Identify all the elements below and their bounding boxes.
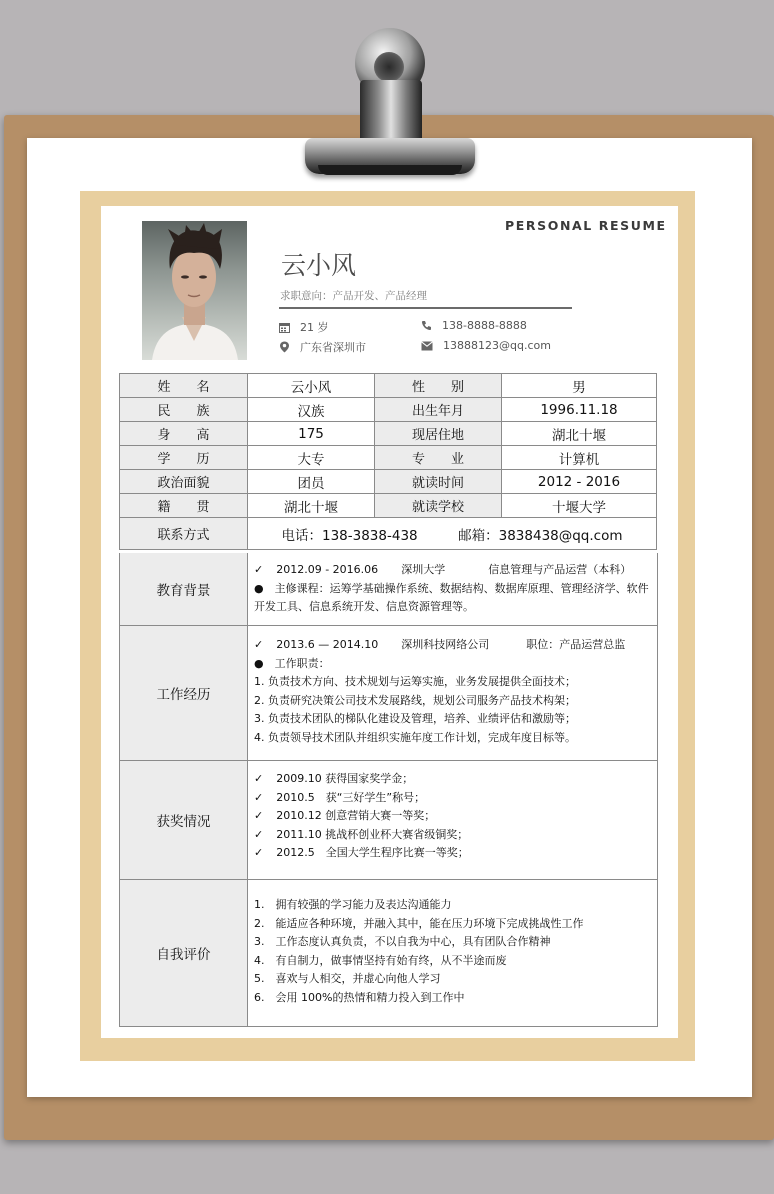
work-line xyxy=(254,636,651,655)
work-body xyxy=(248,626,657,760)
work-duty: 3. 负责技术团队的梯队化建设及管理，培养、业绩评估和激励等； xyxy=(254,712,576,725)
work-duty: 4. 负责领导技术团队并组织实施年度工作计划，完成年度目标等。 xyxy=(254,730,576,744)
value-cell: 175 xyxy=(248,422,375,446)
self-item: 6. 会用 100%的热情和精力投入到工作中 xyxy=(254,990,465,1004)
self-item: 4. 有自制力，做事情坚持有始有终，从不半途而废 xyxy=(254,953,507,967)
bullet-icon: ● xyxy=(254,656,264,670)
label-cell: 民 族 xyxy=(120,398,248,422)
education-label: 教育背景 xyxy=(120,553,248,625)
education-courses: 主修课程：运筹学基础操作系统、数据结构、数据库原理、管理经济学、软件 xyxy=(274,581,649,595)
contact-row xyxy=(120,518,657,550)
value-cell: 大专 xyxy=(248,446,375,470)
value-cell: 湖北十堰 xyxy=(502,422,657,446)
check-icon: ✓ xyxy=(254,809,264,822)
candidate-name: 云小风 xyxy=(281,251,357,280)
label-cell: 姓 名 xyxy=(120,374,248,398)
award-item xyxy=(254,770,651,789)
award-text: 2010.12 创意营销大赛一等奖； xyxy=(276,809,436,822)
phone-icon xyxy=(421,320,432,331)
age-info xyxy=(279,319,329,335)
label-cell: 学 历 xyxy=(120,446,248,470)
label-cell: 专 业 xyxy=(375,446,502,470)
award-text: 2011.10 挑战杯创业杯大赛省级铜奖； xyxy=(276,827,469,841)
education-line xyxy=(254,580,651,599)
label-cell: 政治面貌 xyxy=(120,470,248,494)
label-cell: 就读时间 xyxy=(375,470,502,494)
award-text: 2009.10 获得国家奖学金； xyxy=(276,772,414,785)
education-section xyxy=(119,553,658,626)
self-item: 2. 能适应各种环境，并融入其中，能在压力环境下完成挑战性工作 xyxy=(254,916,584,930)
value-cell: 湖北十堰 xyxy=(248,494,375,518)
work-position: 职位：产品运营总监 xyxy=(526,638,626,651)
work-duty-title: 工作职责： xyxy=(274,656,330,670)
awards-section xyxy=(119,761,658,880)
check-icon: ✓ xyxy=(254,790,264,804)
check-icon: ✓ xyxy=(254,563,264,576)
education-courses-cont: 开发工具、信息系统开发、信息资源管理等。 xyxy=(254,600,474,613)
label-cell: 身 高 xyxy=(120,422,248,446)
self-item: 5. 喜欢与人相交，并虚心向他人学习 xyxy=(254,972,441,985)
education-line xyxy=(254,598,651,617)
location-text: 广东省深圳市 xyxy=(300,341,366,354)
work-duty: 2. 负责研究决策公司技术发展路线，规划公司服务产品技术构架； xyxy=(254,693,576,707)
check-icon: ✓ xyxy=(254,846,264,859)
self-body xyxy=(248,880,657,1026)
location-info xyxy=(279,339,366,355)
education-date: 2012.09 - 2016.06 xyxy=(276,563,379,576)
award-text: 2012.5 全国大学生程序比赛一等奖； xyxy=(276,846,469,859)
self-item: 3. 工作态度认真负责，不以自我为中心，具有团队合作精神 xyxy=(254,935,551,948)
label-cell: 出生年月 xyxy=(375,398,502,422)
value-cell: 云小风 xyxy=(248,374,375,398)
value-cell: 团员 xyxy=(248,470,375,494)
value-cell: 计算机 xyxy=(502,446,657,470)
job-intent: 求职意向：产品开发、产品经理 xyxy=(280,290,427,302)
label-cell: 现居住地 xyxy=(375,422,502,446)
work-company: 深圳科技网络公司 xyxy=(401,638,490,651)
basic-info-table xyxy=(119,373,657,550)
value-cell: 2012 - 2016 xyxy=(502,470,657,494)
award-item xyxy=(254,789,651,808)
table-row xyxy=(120,374,657,398)
table-row xyxy=(120,446,657,470)
education-school: 深圳大学 xyxy=(401,563,446,576)
resume-title: PERSONAL RESUME xyxy=(505,218,667,233)
check-icon: ✓ xyxy=(254,827,264,841)
age-text: 21 岁 xyxy=(300,321,329,334)
work-duty: 1. 负责技术方向、技术规划与运筹实施，业务发展提供全面技术； xyxy=(254,675,576,688)
award-text: 2010.5 获“三好学生”称号； xyxy=(276,790,426,804)
mail-icon xyxy=(421,341,433,351)
value-cell: 十堰大学 xyxy=(502,494,657,518)
work-label: 工作经历 xyxy=(120,626,248,760)
check-icon: ✓ xyxy=(254,772,264,785)
value-cell: 男 xyxy=(502,374,657,398)
check-icon: ✓ xyxy=(254,638,264,651)
table-row xyxy=(120,422,657,446)
awards-body xyxy=(248,761,657,879)
self-label: 自我评价 xyxy=(120,880,248,1026)
table-row xyxy=(120,470,657,494)
table-row xyxy=(120,494,657,518)
clip-lip xyxy=(318,165,462,175)
work-date: 2013.6 — 2014.10 xyxy=(276,638,379,651)
bullet-icon: ● xyxy=(254,581,264,595)
work-line xyxy=(254,655,651,674)
education-body xyxy=(248,553,657,625)
phone-info xyxy=(421,319,527,332)
phone-text: 138-8888-8888 xyxy=(442,319,527,332)
label-cell: 籍 贯 xyxy=(120,494,248,518)
value-cell: 1996.11.18 xyxy=(502,398,657,422)
location-icon xyxy=(279,341,290,353)
self-item: 1. 拥有较强的学习能力及表达沟通能力 xyxy=(254,898,452,911)
table-row xyxy=(120,398,657,422)
award-item xyxy=(254,844,651,863)
email-text: 13888123@qq.com xyxy=(443,339,551,352)
contact-label: 联系方式 xyxy=(120,518,248,550)
calendar-icon xyxy=(279,322,290,333)
contact-value: 电话：138-3838-438 邮箱：3838438@qq.com xyxy=(248,518,657,550)
awards-label: 获奖情况 xyxy=(120,761,248,879)
value-cell: 汉族 xyxy=(248,398,375,422)
award-item xyxy=(254,807,651,826)
self-section xyxy=(119,880,658,1027)
name-underline xyxy=(279,307,572,309)
email-info xyxy=(421,339,551,352)
clip-hole xyxy=(374,52,404,82)
label-cell: 性 别 xyxy=(375,374,502,398)
award-item xyxy=(254,826,651,845)
education-line xyxy=(254,561,651,580)
work-section xyxy=(119,626,658,761)
label-cell: 就读学校 xyxy=(375,494,502,518)
education-major: 信息管理与产品运营（本科） xyxy=(488,563,632,576)
profile-photo xyxy=(142,221,247,360)
